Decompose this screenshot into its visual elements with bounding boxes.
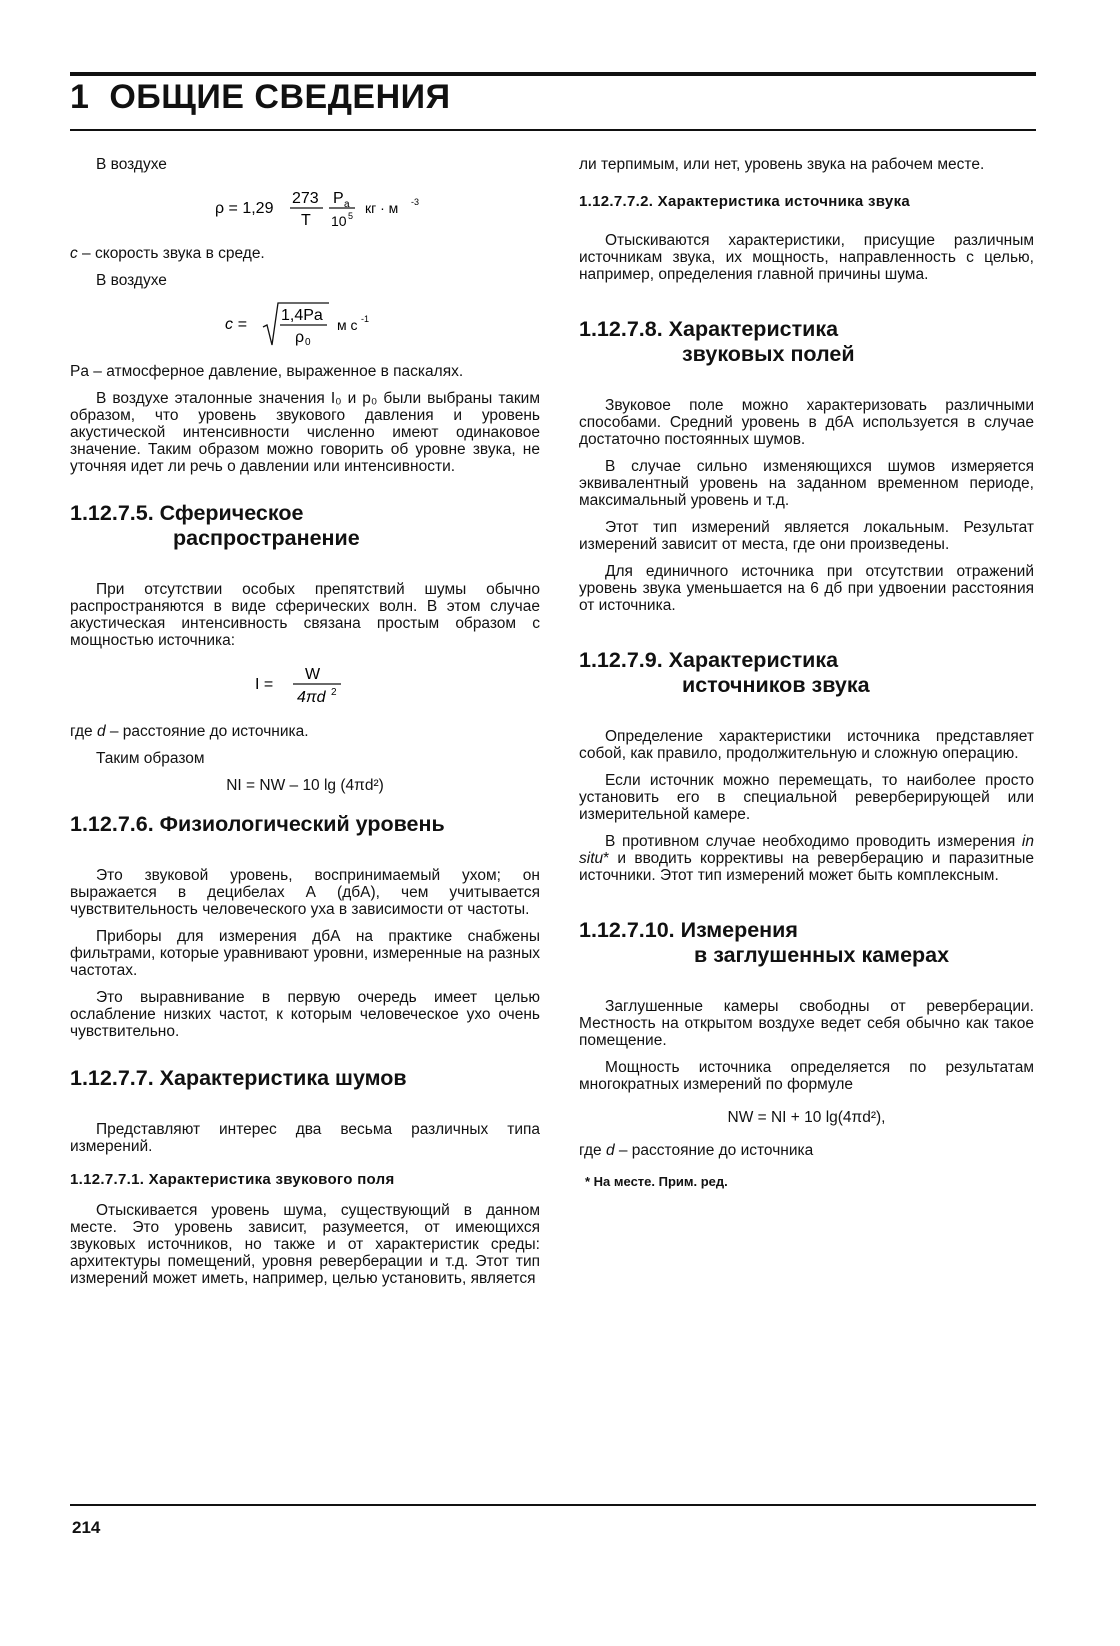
- paragraph: Отыскиваются характеристики, присущие различным источникам звука, их мощность, направленность с целью, например, определения главной причины шума.: [579, 232, 1034, 283]
- paragraph: Таким образом: [96, 750, 205, 767]
- section-heading: 1.12.7.6. Физиологический уровень: [70, 812, 445, 836]
- svg-text:м с: м с: [337, 317, 358, 333]
- section-heading: 1.12.7.10. Измерения в заглушенных камерах: [579, 918, 950, 967]
- svg-text:4πd: 4πd: [297, 689, 326, 706]
- paragraph: где d – расстояние до источника.: [70, 723, 309, 740]
- intensity-formula: [70, 659, 540, 713]
- title-rule: [70, 129, 1036, 131]
- paragraph: При отсутствии особых препятствий шумы обычно распространяются в виде сферических волн. В этом случае акустическая интенсивность связана простым образом с мощностью источника:: [70, 581, 540, 649]
- paragraph: В воздухе: [96, 272, 167, 289]
- svg-text:ρ = 1,29: ρ = 1,29: [215, 200, 274, 217]
- paragraph: Мощность источника определяется по результатам многократных измерений по формуле: [579, 1059, 1034, 1093]
- svg-text:P: P: [333, 190, 344, 207]
- svg-text:кг · м: кг · м: [365, 200, 399, 216]
- subsection-heading: 1.12.7.7.2. Характеристика источника звука: [579, 193, 911, 210]
- paragraph: В воздухе эталонные значения I₀ и p₀ были выбраны таким образом, что уровень звукового давления и уровень акустической интенсивности численно имеют одинаковое значение. Таким образом можно говорить об уровне звука, не уточняя идет ли речь о давлении или интенсивности.: [70, 390, 540, 475]
- paragraph: Определение характеристики источника представляет собой, как правило, продолжительную и сложную операцию.: [579, 728, 1034, 762]
- paragraph: Pa – атмосферное давление, выраженное в паскалях.: [70, 363, 464, 380]
- svg-text:c =: c =: [225, 316, 247, 333]
- section-heading: 1.12.7.9. Характеристика источников звука: [579, 648, 870, 697]
- paragraph: Звуковое поле можно характеризовать различными способами. Средний уровень в дбА используется в случае достаточно постоянных шумов.: [579, 397, 1034, 448]
- paragraph: Если источник можно перемещать, то наиболее просто установить его в специальной реверберирующей или измерительной камере.: [579, 772, 1034, 823]
- svg-text:a: a: [344, 199, 350, 210]
- density-formula: [70, 183, 540, 235]
- svg-text:0: 0: [305, 337, 311, 348]
- svg-text:1,4Pa: 1,4Pa: [281, 307, 323, 324]
- footer-rule: [70, 1504, 1036, 1506]
- power-formula: NW = NI + 10 lg(4πd²),: [727, 1109, 886, 1126]
- paragraph: В воздухе: [96, 156, 167, 173]
- svg-text:T: T: [301, 212, 311, 229]
- paragraph: Отыскивается уровень шума, существующий в данном месте. Это уровень зависит, разумеется, от имеющихся звуковых источников, но также и от характеристик среды: архитектуры помещений, уровня реверберации и т.д. Этот тип измерений может иметь, например, целью установить, является: [70, 1202, 540, 1287]
- svg-text:10: 10: [331, 213, 347, 229]
- paragraph: c – скорость звука в среде.: [70, 245, 265, 262]
- svg-text:-3: -3: [411, 197, 420, 207]
- svg-text:273: 273: [292, 190, 319, 207]
- sound-speed-formula: [70, 299, 540, 353]
- svg-text:I =: I =: [255, 676, 274, 693]
- paragraph: ли терпимым, или нет, уровень звука на рабочем месте.: [579, 156, 985, 173]
- section-heading: 1.12.7.5. Сферическое распространение: [70, 501, 360, 550]
- page-number: 214: [72, 1518, 101, 1537]
- level-formula: NI = NW – 10 lg (4πd²): [226, 777, 384, 794]
- section-heading: 1.12.7.7. Характеристика шумов: [70, 1066, 407, 1090]
- section-heading: 1.12.7.8. Характеристика звуковых полей: [579, 317, 855, 366]
- right-column: [579, 156, 1034, 1190]
- paragraph: Это звуковой уровень, воспринимаемый ухом; он выражается в децибелах А (дбА), чем учитывается чувствительность человеческого уха в зависимости от частоты.: [70, 867, 540, 918]
- paragraph: Приборы для измерения дбА на практике снабжены фильтрами, которые уравнивают уровни, измеренные на разных частотах.: [70, 928, 540, 979]
- paragraph: В случае сильно изменяющихся шумов измеряется эквивалентный уровень на заданном временном периоде, максимальный уровень и т.д.: [579, 458, 1034, 509]
- paragraph: где d – расстояние до источника: [579, 1142, 814, 1159]
- svg-text:-1: -1: [361, 314, 370, 324]
- chapter-title: 1 ОБЩИЕ СВЕДЕНИЯ: [70, 78, 451, 116]
- footnote: * На месте. Прим. ред.: [585, 1174, 728, 1189]
- paragraph: Заглушенные камеры свободны от реверберации. Местность на открытом воздухе ведет себя обычно как такое помещение.: [579, 998, 1034, 1049]
- paragraph: В противном случае необходимо проводить измерения in situ* и вводить коррективы на реверберацию и паразитные источники. Этот тип измерений может быть комплексным.: [579, 833, 1034, 884]
- paragraph: Для единичного источника при отсутствии отражений уровень звука уменьшается на 6 дб при удвоении расстояния от источника.: [579, 563, 1034, 614]
- left-column: [70, 156, 540, 1297]
- top-rule: [70, 72, 1036, 76]
- paragraph: Представляют интерес два весьма различных типа измерений.: [70, 1121, 540, 1155]
- subsection-heading: 1.12.7.7.1. Характеристика звукового поля: [70, 1171, 395, 1188]
- svg-text:ρ: ρ: [295, 329, 305, 346]
- paragraph: Этот тип измерений является локальным. Результат измерений зависит от места, где они произведены.: [579, 519, 1034, 553]
- svg-text:W: W: [305, 666, 321, 683]
- svg-text:5: 5: [348, 211, 354, 221]
- svg-text:2: 2: [331, 687, 337, 698]
- paragraph: Это выравнивание в первую очередь имеет целью ослабление низких частот, к которым человеческое ухо очень чувствительно.: [70, 989, 540, 1040]
